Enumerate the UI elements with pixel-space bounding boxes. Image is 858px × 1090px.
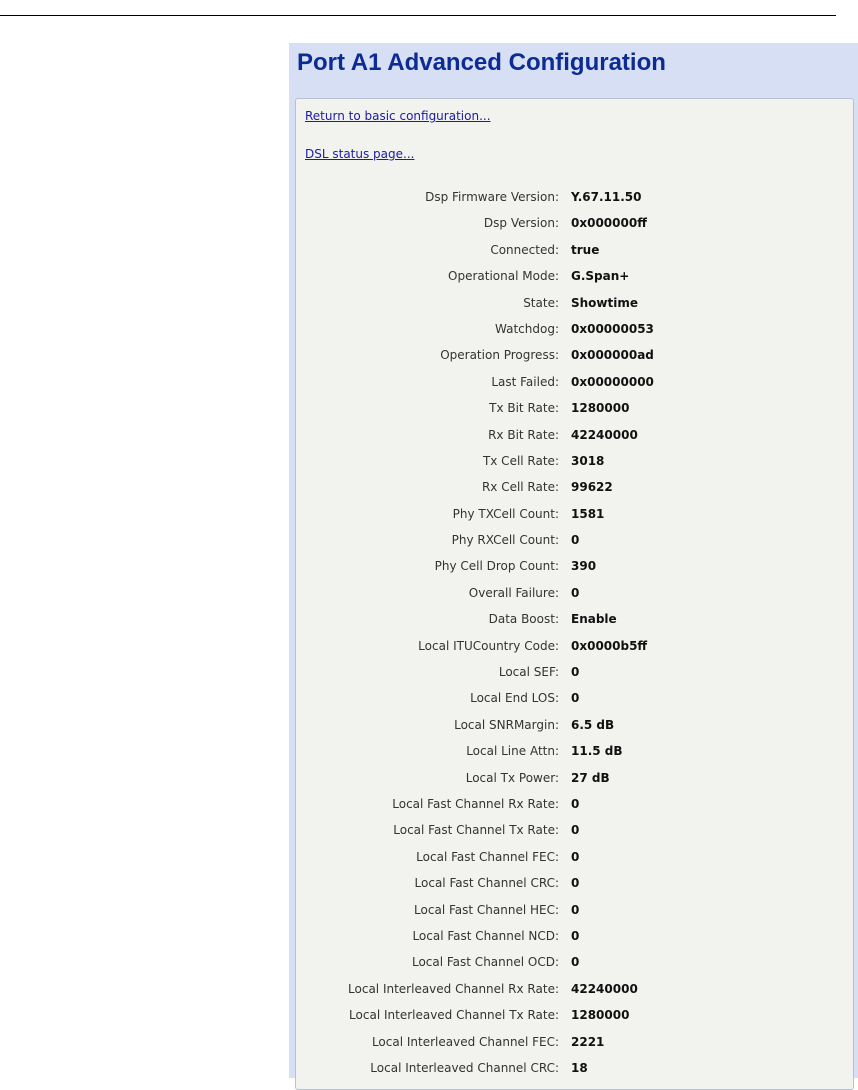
status-value: 390 [571, 559, 597, 574]
status-label: Phy TXCell Count: [452, 506, 559, 521]
status-label: Tx Cell Rate: [482, 453, 559, 468]
status-list [296, 186, 853, 1083]
status-row [296, 925, 853, 951]
status-row [296, 318, 853, 344]
status-value: 0 [571, 928, 580, 943]
status-label: Local Fast Channel FEC: [416, 849, 559, 864]
status-row [296, 819, 853, 845]
status-row [296, 687, 853, 713]
status-row [296, 212, 853, 238]
status-label: Overall Failure: [468, 585, 559, 600]
status-label: Data Boost: [488, 612, 559, 627]
status-row [296, 344, 853, 370]
status-row [296, 714, 853, 740]
status-label: Local ITUCountry Code: [418, 638, 559, 653]
status-label: Rx Bit Rate: [488, 427, 559, 442]
status-label: Phy Cell Drop Count: [434, 559, 559, 574]
status-row [296, 292, 853, 318]
status-row [296, 424, 853, 450]
status-row [296, 951, 853, 977]
status-value: 0 [571, 691, 580, 706]
status-label: Local Interleaved Channel Rx Rate: [348, 981, 559, 996]
status-value: Showtime [571, 295, 639, 310]
status-label: Local Fast Channel HEC: [414, 902, 559, 917]
status-row [296, 793, 853, 819]
status-value: 0 [571, 533, 580, 548]
status-label: Local Fast Channel CRC: [414, 876, 559, 891]
status-row [296, 608, 853, 634]
status-row [296, 661, 853, 687]
status-value: 42240000 [571, 981, 638, 996]
status-value: 0 [571, 876, 580, 891]
return-to-basic-config-link[interactable]: Return to basic configuration... [305, 109, 491, 123]
status-value: 6.5 dB [571, 717, 615, 732]
status-value: 0 [571, 585, 580, 600]
status-label: Local Fast Channel NCD: [412, 928, 559, 943]
status-value: 1280000 [571, 401, 630, 416]
status-label: Operational Mode: [448, 269, 559, 284]
status-value: 0x0000b5ff [571, 638, 648, 653]
status-value: 27 dB [571, 770, 610, 785]
status-row [296, 1031, 853, 1057]
status-value: 0 [571, 665, 580, 680]
content-box [295, 98, 854, 1090]
status-row [296, 978, 853, 1004]
status-value: 0x000000ad [571, 348, 654, 363]
status-value: 99622 [571, 480, 613, 495]
status-label: Phy RXCell Count: [451, 533, 559, 548]
status-row [296, 265, 853, 291]
status-value: 0 [571, 902, 580, 917]
page-title: Port A1 Advanced Configuration [297, 49, 666, 76]
status-label: Local Fast Channel Tx Rate: [393, 823, 559, 838]
status-row [296, 1004, 853, 1030]
status-row [296, 740, 853, 766]
status-value: Enable [571, 612, 617, 627]
status-label: Dsp Firmware Version: [425, 190, 559, 204]
status-value: 11.5 dB [571, 744, 623, 759]
status-label: Local Line Attn: [466, 744, 559, 759]
status-row [296, 1057, 853, 1083]
status-label: Tx Bit Rate: [489, 401, 559, 416]
status-value: 0 [571, 796, 580, 811]
status-value: 0 [571, 955, 580, 970]
status-value: Y.67.11.50 [571, 190, 642, 204]
status-value: true [571, 242, 600, 257]
status-row [296, 635, 853, 661]
top-divider [0, 15, 836, 16]
status-label: Last Failed: [491, 374, 559, 389]
status-row [296, 846, 853, 872]
status-row [296, 397, 853, 423]
status-value: 0x00000000 [571, 374, 654, 389]
status-row [296, 899, 853, 925]
status-label: Local Interleaved Channel CRC: [370, 1060, 559, 1075]
status-label: State: [523, 295, 559, 310]
status-value: 1280000 [571, 1008, 630, 1023]
status-value: 0x000000ff [571, 216, 647, 231]
status-value: 42240000 [571, 427, 638, 442]
status-label: Local SNRMargin: [454, 717, 559, 732]
status-label: Local SEF: [498, 665, 559, 680]
status-row [296, 555, 853, 581]
status-label: Local Interleaved Channel FEC: [371, 1034, 559, 1049]
status-row [296, 476, 853, 502]
status-label: Local Fast Channel Rx Rate: [392, 796, 559, 811]
status-row [296, 239, 853, 265]
status-label: Local Fast Channel OCD: [411, 955, 559, 970]
status-label: Operation Progress: [440, 348, 559, 363]
status-value: 1581 [571, 506, 605, 521]
status-label: Local Interleaved Channel Tx Rate: [349, 1008, 559, 1023]
status-value: 0 [571, 849, 580, 864]
status-value: 2221 [571, 1034, 605, 1049]
status-row [296, 503, 853, 529]
status-label: Dsp Version: [483, 216, 559, 231]
status-row [296, 450, 853, 476]
status-row [296, 186, 853, 212]
status-label: Connected: [490, 242, 559, 257]
status-row [296, 371, 853, 397]
status-row [296, 872, 853, 898]
status-label: Rx Cell Rate: [481, 480, 559, 495]
status-value: 0x00000053 [571, 321, 654, 336]
status-label: Watchdog: [495, 321, 559, 336]
config-panel [289, 43, 858, 1078]
status-row [296, 767, 853, 793]
status-label: Local Tx Power: [465, 770, 559, 785]
status-value: 18 [571, 1060, 588, 1075]
dsl-status-page-link[interactable]: DSL status page... [305, 147, 415, 161]
status-label: Local End LOS: [470, 691, 559, 706]
status-row [296, 529, 853, 555]
status-value: G.Span+ [571, 269, 630, 284]
status-value: 3018 [571, 453, 605, 468]
status-row [296, 582, 853, 608]
status-value: 0 [571, 823, 580, 838]
